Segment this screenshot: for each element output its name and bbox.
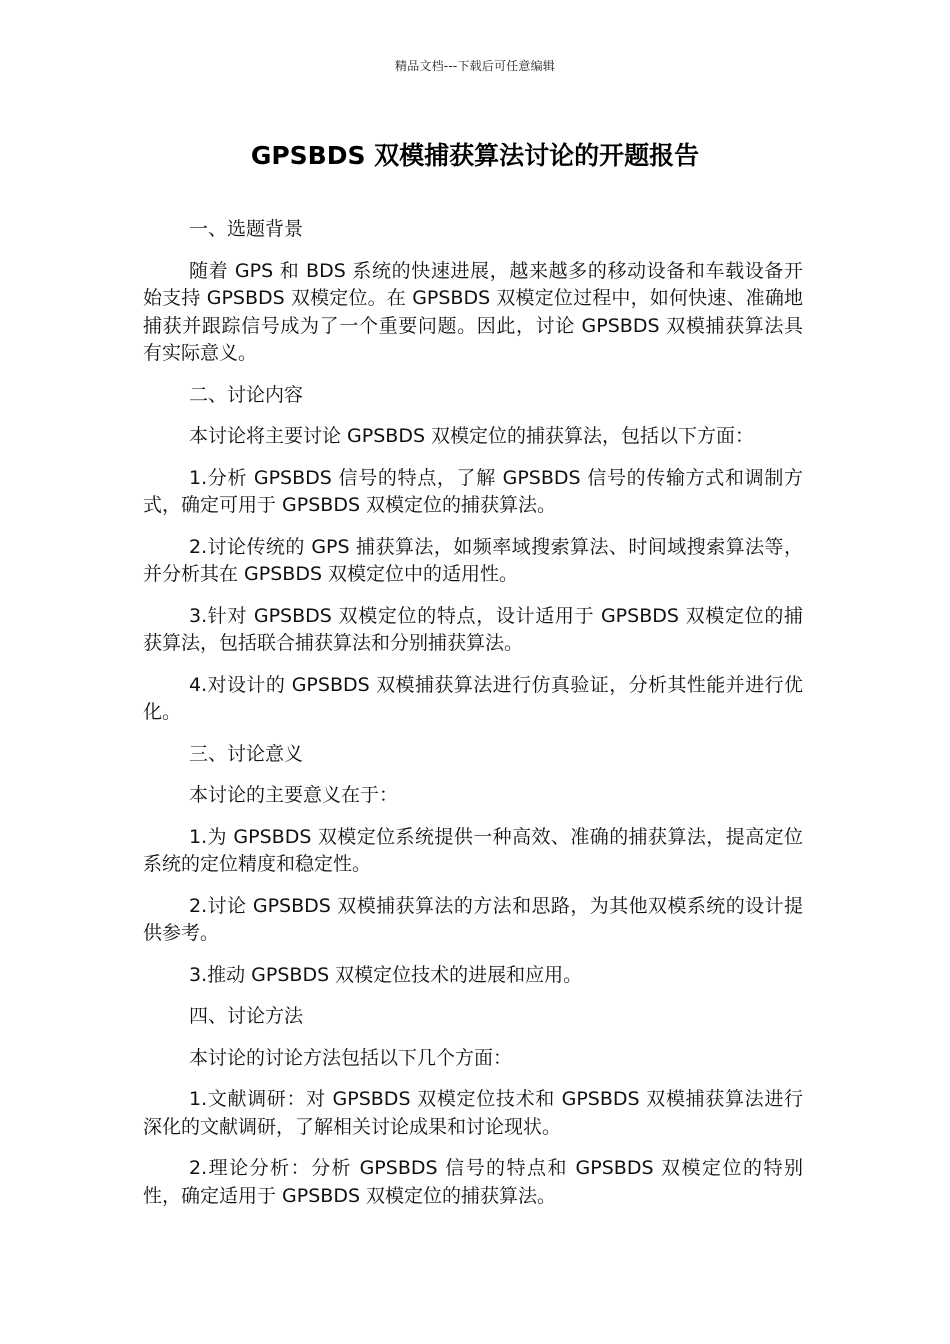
list-item-methods-2: 2.理论分析：分析 GPSBDS 信号的特点和 GPSBDS 双模定位的特别性，确定适用于 GPSBDS 双模定位的捕获算法。 bbox=[143, 1157, 803, 1207]
list-item-content-3: 3.针对 GPSBDS 双模定位的特点，设计适用于 GPSBDS 双模定位的捕获算法，包括联合捕获算法和分别捕获算法。 bbox=[143, 604, 803, 654]
list-item-content-4: 4.对设计的 GPSBDS 双模捕获算法进行仿真验证，分析其性能并进行优化。 bbox=[143, 673, 803, 723]
list-item-methods-1: 1.文献调研：对 GPSBDS 双模定位技术和 GPSBDS 双模捕获算法进行深化的文献调研，了解相关讨论成果和讨论现状。 bbox=[143, 1088, 803, 1138]
header-note: 精品文档---下载后可任意编辑 bbox=[395, 59, 555, 73]
document-title: GPSBDS 双模捕获算法讨论的开题报告 bbox=[250, 141, 700, 170]
section-heading-background: 一、选题背景 bbox=[189, 218, 304, 240]
list-item-content-2: 2.讨论传统的 GPS 捕获算法，如频率域搜索算法、时间域搜索算法等，并分析其在 GPSBDS 双模定位中的适用性。 bbox=[143, 535, 803, 585]
paragraph-content-intro: 本讨论将主要讨论 GPSBDS 双模定位的捕获算法，包括以下方面： bbox=[189, 425, 755, 447]
section-heading-methods: 四、讨论方法 bbox=[189, 1005, 304, 1027]
paragraph-background: 随着 GPS 和 BDS 系统的快速进展，越来越多的移动设备和车载设备开始支持 GPSBDS 双模定位。在 GPSBDS 双模定位过程中，如何快速、准确地捕获并跟踪信号成为了一个重要问题。因此，讨论 GPSBDS 双模捕获算法具有实际意义。 bbox=[143, 259, 803, 364]
paragraph-significance-intro: 本讨论的主要意义在于： bbox=[189, 784, 399, 806]
document-body bbox=[143, 216, 803, 1224]
list-item-significance-1: 1.为 GPSBDS 双模定位系统提供一种高效、准确的捕获算法，提高定位系统的定位精度和稳定性。 bbox=[143, 825, 803, 875]
paragraph-methods-intro: 本讨论的讨论方法包括以下几个方面： bbox=[189, 1046, 513, 1069]
list-item-content-1: 1.分析 GPSBDS 信号的特点，了解 GPSBDS 信号的传输方式和调制方式，确定可用于 GPSBDS 双模定位的捕获算法。 bbox=[143, 466, 803, 516]
section-heading-significance: 三、讨论意义 bbox=[189, 742, 304, 765]
section-heading-content: 二、讨论内容 bbox=[189, 383, 304, 406]
list-item-significance-2: 2.讨论 GPSBDS 双模捕获算法的方法和思路，为其他双模系统的设计提供参考。 bbox=[143, 894, 803, 944]
list-item-significance-3: 3.推动 GPSBDS 双模定位技术的进展和应用。 bbox=[189, 963, 583, 986]
